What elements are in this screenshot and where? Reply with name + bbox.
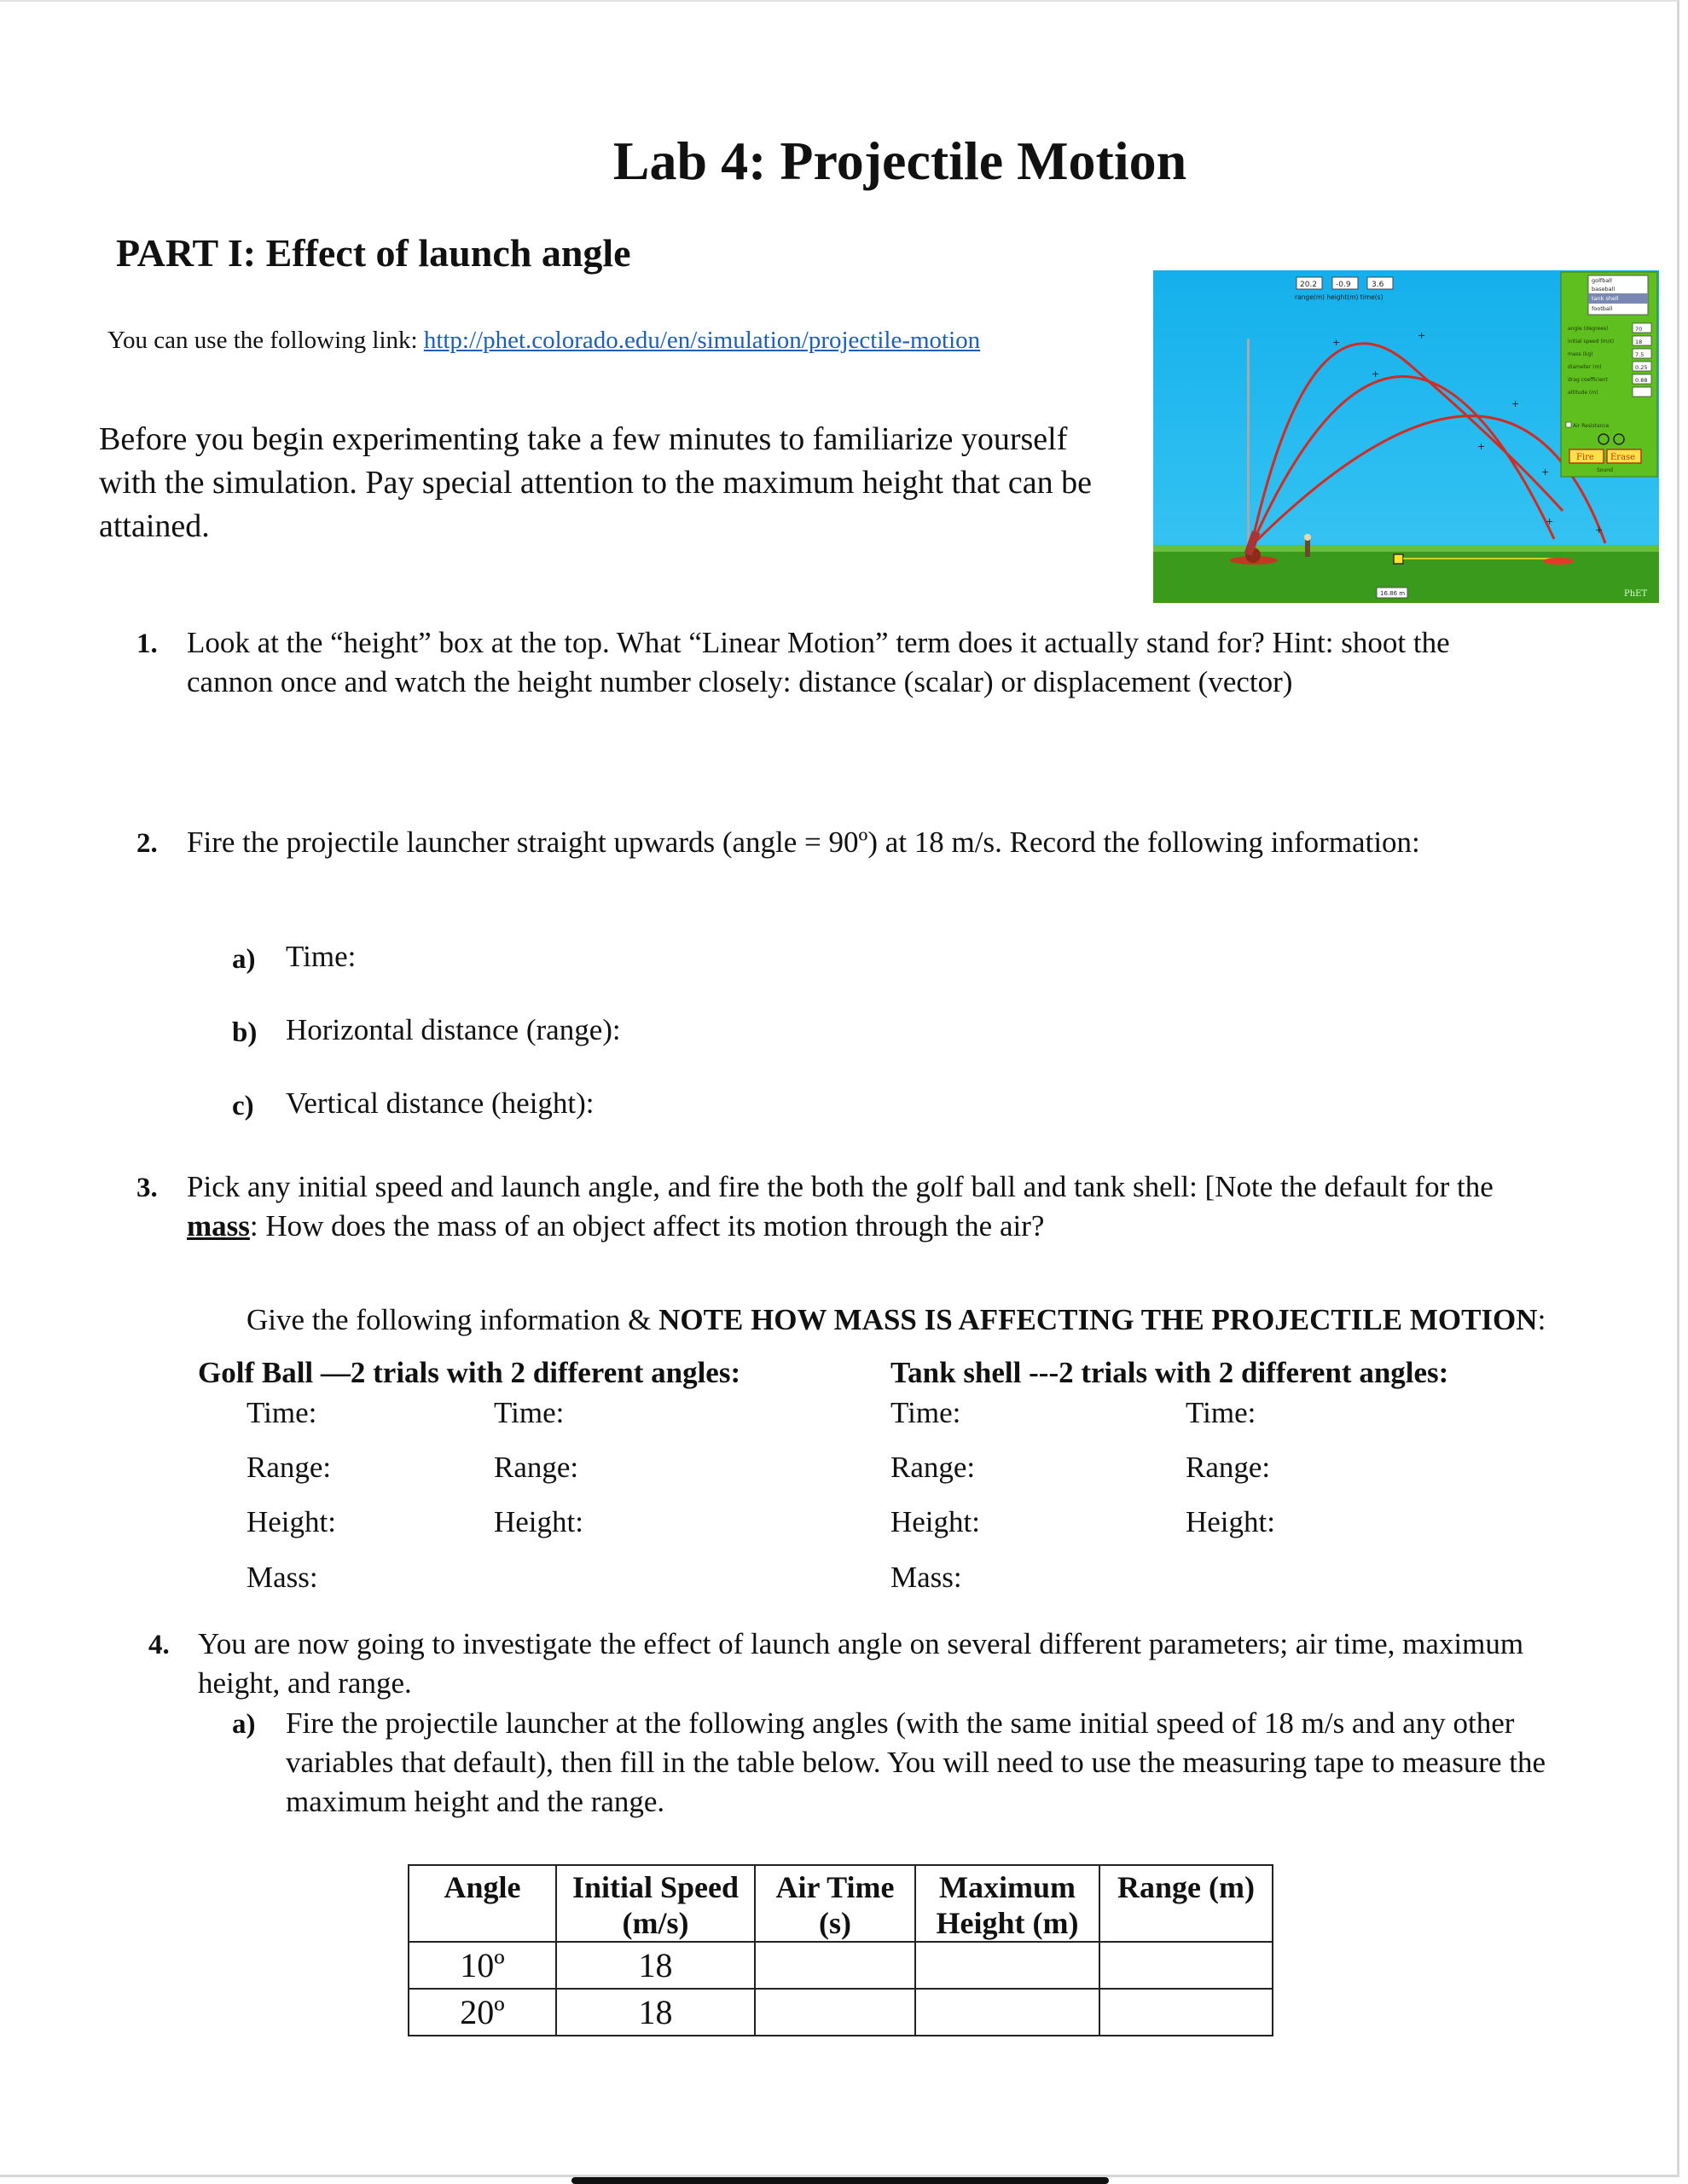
svg-text:+: + xyxy=(1332,337,1341,348)
q3-text xyxy=(187,1167,1517,1246)
tank-trial2-range: Range: xyxy=(1186,1451,1271,1484)
fire-button-label: Fire xyxy=(1576,453,1594,462)
q2c-label: c) xyxy=(232,1091,254,1121)
table-row xyxy=(409,1942,1273,1989)
q2a-label: a) xyxy=(232,944,256,975)
golf-heading: Golf Ball —2 trials with 2 different angles: xyxy=(198,1356,741,1389)
header-initial-speed: Initial Speed (m/s) xyxy=(556,1865,755,1942)
phet-logo: PhET xyxy=(1624,589,1648,599)
svg-text:initial speed (m/s): initial speed (m/s) xyxy=(1568,339,1615,345)
svg-text:angle (degrees): angle (degrees) xyxy=(1568,326,1609,332)
q3-text-after: : How does the mass of an object affect its motion through the air? xyxy=(249,1209,1045,1243)
q2a-text: Time: xyxy=(286,940,357,973)
table-row xyxy=(409,1989,1273,2036)
angle-table-wrap xyxy=(408,1864,1273,2036)
header-angle: Angle xyxy=(409,1865,556,1942)
svg-text:0.88: 0.88 xyxy=(1635,377,1648,384)
simulation-image xyxy=(1153,270,1659,603)
svg-text:diameter (m): diameter (m) xyxy=(1568,364,1602,370)
q4a-text: Fire the projectile launcher at the following angles (with the same initial speed of 18 m/s and any other variables that default), then fill in the table below. You will need to use the measuring tape to measure the maximum height and the range. xyxy=(286,1706,1546,1818)
tank-trial2-time: Time: xyxy=(1186,1396,1256,1429)
grass-edge xyxy=(1153,545,1659,552)
header-range: Range (m) xyxy=(1099,1865,1273,1942)
angle-table xyxy=(408,1864,1273,2036)
row1-speed: 18 xyxy=(556,1942,755,1989)
svg-text:+: + xyxy=(1372,368,1380,379)
row2-angle: 20º xyxy=(409,1989,556,2036)
q3-mass-word: mass xyxy=(187,1209,250,1243)
q3-number: 3. xyxy=(136,1173,158,1203)
sound-label: Sound xyxy=(1597,467,1613,473)
svg-text:+: + xyxy=(1477,441,1486,452)
row2-max-height[interactable] xyxy=(915,1989,1099,2036)
header-max-height: Maximum Height (m) xyxy=(915,1865,1099,1942)
q2c-text: Vertical distance (height): xyxy=(286,1086,595,1120)
phet-link[interactable]: http://phet.colorado.edu/en/simulation/projectile-motion xyxy=(423,327,981,354)
golf-trial2-time: Time: xyxy=(494,1396,565,1429)
golf-trial1-height: Height: xyxy=(247,1505,336,1538)
air-resistance-label: Air Resistance xyxy=(1573,423,1610,429)
intro-paragraph: Before you begin experimenting take a few minutes to familiarize yourself with the simulation. Pay special attention to the maximum height that can be attained. xyxy=(99,421,1093,544)
tank-trial1-range: Range: xyxy=(890,1451,976,1484)
tank-mass: Mass: xyxy=(890,1561,962,1594)
time-readout: 3.6 xyxy=(1372,281,1384,289)
svg-text:mass (kg): mass (kg) xyxy=(1568,351,1593,357)
q3-instruction-bold: NOTE HOW MASS IS AFFECTING THE PROJECTILE MOTION xyxy=(658,1303,1538,1336)
link-line xyxy=(107,327,980,355)
svg-text:70: 70 xyxy=(1635,326,1643,333)
row2-range[interactable] xyxy=(1099,1989,1273,2036)
row1-air-time[interactable] xyxy=(755,1942,915,1989)
row1-range[interactable] xyxy=(1099,1942,1273,1989)
golf-trial2-height: Height: xyxy=(494,1505,583,1538)
readout-labels: range(m) height(m) time(s) xyxy=(1295,293,1383,301)
svg-text:+: + xyxy=(1546,516,1554,527)
q2b-label: b) xyxy=(232,1017,258,1048)
svg-text:drag coefficient: drag coefficient xyxy=(1568,377,1608,383)
q1-number: 1. xyxy=(136,629,158,659)
tank-trial1-time: Time: xyxy=(890,1396,961,1429)
svg-text:altitude (m): altitude (m) xyxy=(1568,390,1598,396)
q2-number: 2. xyxy=(136,828,158,859)
q4-text: You are now going to investigate the effect of launch angle on several different parameters; air time, maximum height, and range. xyxy=(198,1627,1524,1700)
tape-readout: 16.86 m xyxy=(1380,590,1406,597)
q4-number: 4. xyxy=(148,1630,170,1660)
target-marker[interactable] xyxy=(1394,554,1403,564)
svg-text:+: + xyxy=(1595,524,1604,536)
range-readout: 20.2 xyxy=(1300,281,1318,289)
person xyxy=(1305,540,1310,557)
q3-instruction-plain: Give the following information & xyxy=(247,1303,659,1336)
svg-text:+: + xyxy=(1541,466,1550,478)
svg-text:football: football xyxy=(1592,305,1613,312)
erase-button-label: Erase xyxy=(1610,453,1636,462)
q3-instruction-end: : xyxy=(1537,1303,1546,1336)
landing-splat xyxy=(1543,558,1574,565)
tank-heading: Tank shell ---2 trials with 2 different angles: xyxy=(890,1356,1449,1389)
height-readout: -0.9 xyxy=(1336,281,1351,289)
svg-text:baseball: baseball xyxy=(1592,286,1615,293)
tank-trial2-height: Height: xyxy=(1186,1505,1275,1538)
q3-instruction xyxy=(247,1303,1546,1337)
person-head xyxy=(1304,534,1311,541)
q2b-text: Horizontal distance (range): xyxy=(286,1013,621,1046)
svg-text:tank shell: tank shell xyxy=(1592,295,1619,302)
air-resistance-checkbox[interactable] xyxy=(1566,422,1571,427)
q1-text: Look at the “height” box at the top. What “Linear Motion” term does it actually stand for? Hint: shoot the cannon once and watch the height number closely: distance (scalar) or displacement (vector) xyxy=(187,626,1450,698)
svg-text:18: 18 xyxy=(1635,339,1643,345)
page-title: Lab 4: Projectile Motion xyxy=(612,130,1187,191)
q3-text-before: Pick any initial speed and launch angle, and fire the both the golf ball and tank shell: [Note the default for the xyxy=(187,1170,1494,1203)
q4a-label: a) xyxy=(232,1709,256,1740)
golf-trial1-range: Range: xyxy=(247,1451,332,1484)
svg-text:+: + xyxy=(1511,398,1520,409)
golf-mass: Mass: xyxy=(247,1561,318,1594)
q2-text: Fire the projectile launcher straight upwards (angle = 90º) at 18 m/s. Record the following information: xyxy=(187,826,1420,859)
link-prefix: You can use the following link: xyxy=(107,327,424,354)
height-pole xyxy=(1247,339,1250,547)
scroll-indicator[interactable] xyxy=(571,2177,1109,2184)
svg-text:+: + xyxy=(1418,330,1426,341)
svg-text:0.25: 0.25 xyxy=(1635,364,1648,371)
header-air-time: Air Time (s) xyxy=(755,1865,915,1942)
table-header-row xyxy=(409,1865,1273,1942)
row2-air-time[interactable] xyxy=(755,1989,915,2036)
golf-trial1-time: Time: xyxy=(247,1396,317,1429)
row2-speed: 18 xyxy=(556,1989,755,2036)
tank-trial1-height: Height: xyxy=(890,1505,980,1538)
svg-text:7.5: 7.5 xyxy=(1635,351,1644,358)
row1-max-height[interactable] xyxy=(915,1942,1099,1989)
golf-trial2-range: Range: xyxy=(494,1451,579,1484)
simulation-screenshot xyxy=(1153,270,1659,603)
row1-angle: 10º xyxy=(409,1942,556,1989)
part1-heading: PART I: Effect of launch angle xyxy=(116,231,631,275)
svg-text:golfball: golfball xyxy=(1592,277,1612,284)
